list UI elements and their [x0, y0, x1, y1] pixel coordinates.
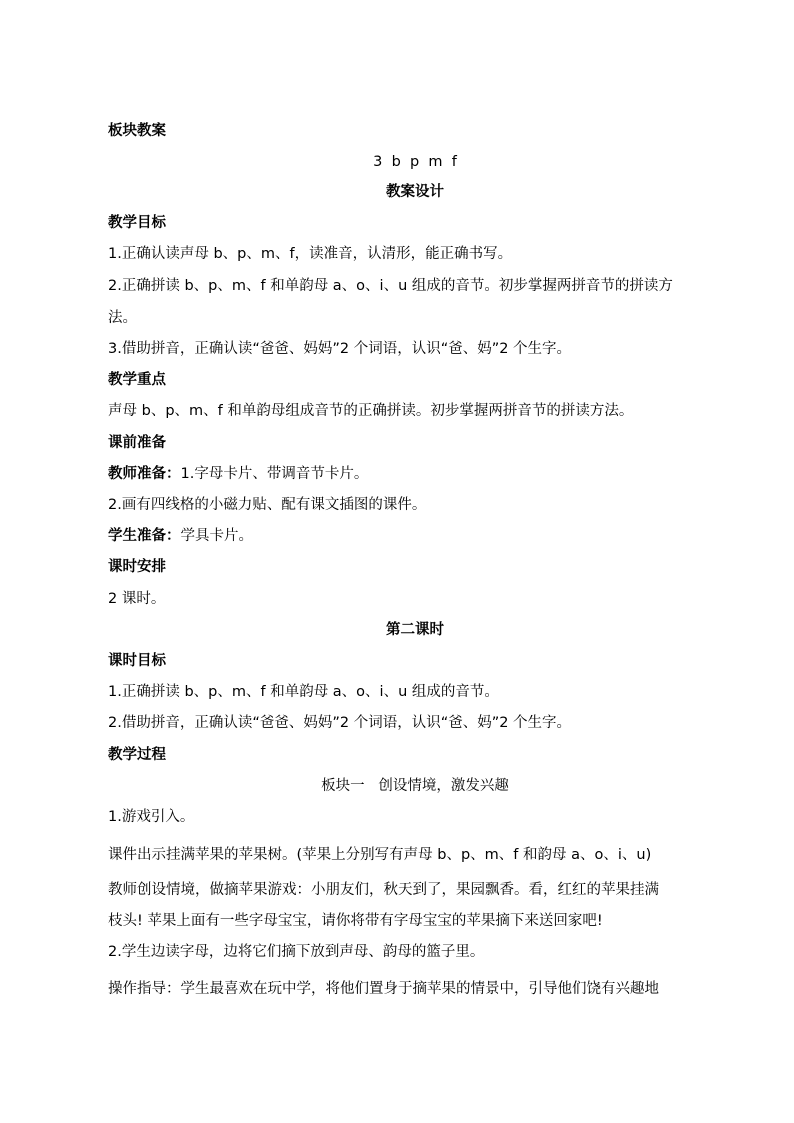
- student-preparation-text: 学具卡片。: [180, 528, 253, 544]
- step-1: 1.游戏引入。: [108, 809, 195, 825]
- operation-guide: [108, 979, 659, 999]
- goals-heading: 教学目标: [108, 215, 166, 231]
- preparation-heading: 课前准备: [108, 435, 166, 451]
- lesson-goals-heading: 课时目标: [108, 653, 166, 669]
- goal-item-1: 1.正确认读声母 b、p、m、f，读准音，认清形，能正确书写。: [108, 246, 513, 262]
- block-1-title: 板块一 创设情境，激发兴趣: [321, 778, 509, 794]
- process-heading: 教学过程: [108, 747, 166, 763]
- lesson-title: 3 b p m f: [373, 154, 457, 170]
- section-label: 板块教案: [108, 123, 166, 139]
- operation-guide-text: 学生最喜欢在玩中学，将他们置身于摘苹果的情景中，引导他们饶有兴趣地: [180, 981, 659, 997]
- goal-item-3: 3.借助拼音，正确认读“爸爸、妈妈”2 个词语，认识“爸、妈”2 个生字。: [108, 341, 572, 357]
- step-2: 2.学生边读字母，边将它们摘下放到声母、韵母的篮子里。: [108, 944, 485, 960]
- operation-guide-label: 操作指导：: [108, 981, 181, 997]
- step-1-detail: 课件出示挂满苹果的苹果树。(苹果上分别写有声母 b、p、m、f 和韵母 a、o、i、u): [108, 847, 652, 863]
- schedule-heading: 课时安排: [108, 559, 166, 575]
- teacher-talk-line-2: 枝头! 苹果上面有一些字母宝宝，请你将带有字母宝宝的苹果摘下来送回家吧!: [108, 913, 603, 929]
- teacher-preparation: [108, 464, 368, 484]
- lesson-2-title: 第二课时: [386, 622, 444, 638]
- key-points-text: 声母 b、p、m、f 和单韵母组成音节的正确拼读。初步掌握两拼音节的拼读方法。: [108, 403, 634, 419]
- teacher-preparation-label: 教师准备：: [108, 466, 181, 482]
- schedule-text: 2 课时。: [108, 591, 166, 607]
- key-points-heading: 教学重点: [108, 372, 166, 388]
- lesson-goal-item-1: 1.正确拼读 b、p、m、f 和单韵母 a、o、i、u 组成的音节。: [108, 684, 499, 700]
- goal-item-2-line-1: 2.正确拼读 b、p、m、f 和单韵母 a、o、i、u 组成的音节。初步掌握两拼音节的拼读方: [108, 278, 673, 294]
- teacher-talk-line-1: 教师创设情境，做摘苹果游戏：小朋友们，秋天到了，果园飘香。看，红红的苹果挂满: [108, 882, 659, 898]
- student-preparation-label: 学生准备：: [108, 528, 181, 544]
- goal-item-2-line-2: 法。: [108, 310, 137, 326]
- teacher-preparation-item-2: 2.画有四线格的小磁力贴、配有课文插图的课件。: [108, 497, 427, 513]
- design-title: 教案设计: [386, 184, 444, 200]
- teacher-preparation-item-1: 1.字母卡片、带调音节卡片。: [180, 466, 369, 482]
- student-preparation: [108, 526, 253, 546]
- lesson-goal-item-2: 2.借助拼音，正确认读“爸爸、妈妈”2 个词语，认识“爸、妈”2 个生字。: [108, 715, 572, 731]
